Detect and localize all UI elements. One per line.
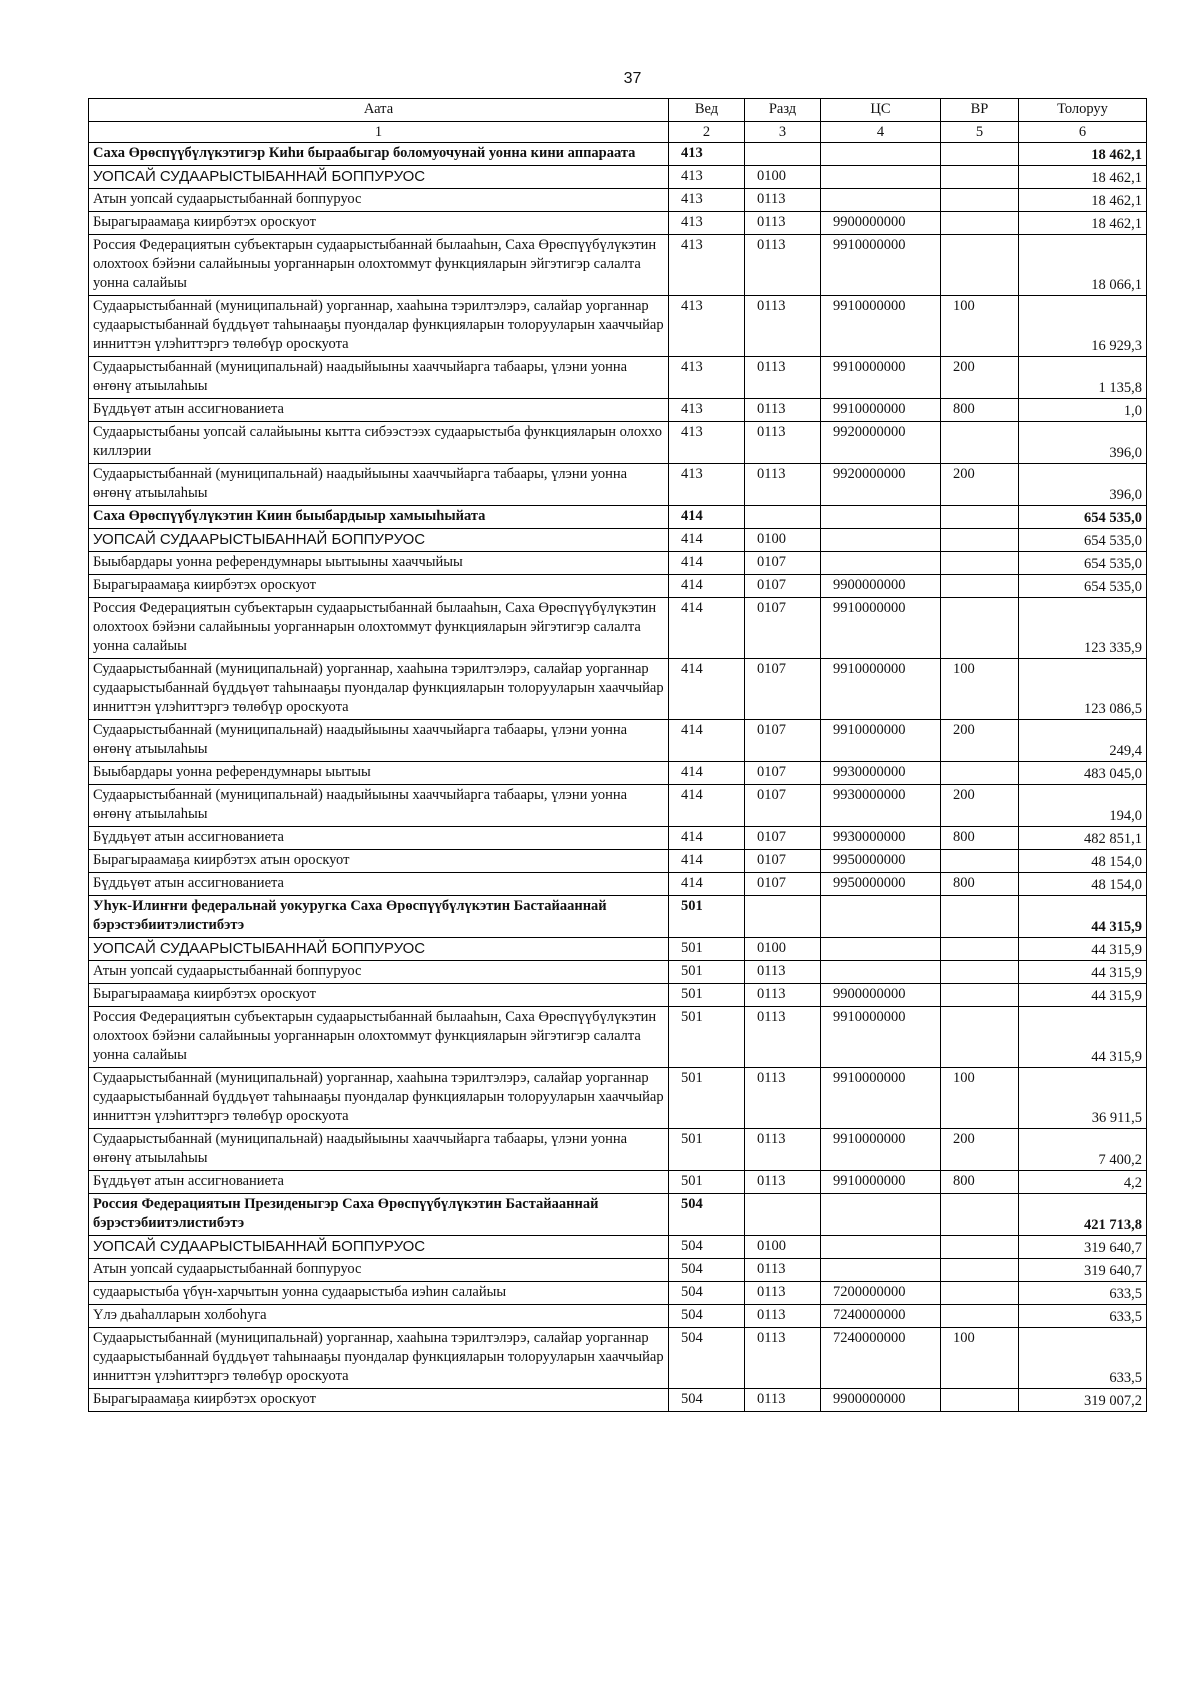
row-cs: 9920000000 [821,422,941,464]
row-vr [941,1389,1019,1412]
row-ved: 414 [669,659,745,720]
row-cs: 7240000000 [821,1328,941,1389]
row-razd: 0113 [745,1328,821,1389]
row-ved: 504 [669,1259,745,1282]
row-amount: 48 154,0 [1019,873,1147,896]
header-ved: Вед [669,99,745,122]
row-ved: 501 [669,1007,745,1068]
row-ved: 414 [669,850,745,873]
row-amount: 48 154,0 [1019,850,1147,873]
row-amount: 1,0 [1019,399,1147,422]
row-razd: 0113 [745,357,821,399]
row-vr [941,422,1019,464]
row-vr: 800 [941,873,1019,896]
row-amount: 123 335,9 [1019,598,1147,659]
row-name: Судаарыстыбаннай (муниципальнай) наадыйыыны хааччыйарга табаары, үлэни уонна өҥөнү атыылаһыы [89,357,669,399]
table-row [89,1282,1147,1305]
row-name: Судаарыстыбаннай (муниципальнай) уорганнар, хааһына тэрилтэлэрэ, салайар уорганнар судаарыстыбаннай бүддьүөт таһынааҕы пуондалар функцияларын толорууларын хааччыйар инниттэн үлэһиттэргэ төлөбүр ороскуота [89,659,669,720]
row-name: Судаарыстыбаннай (муниципальнай) наадыйыыны хааччыйарга табаары, үлэни уонна өҥөнү атыылаһыы [89,464,669,506]
row-cs [821,961,941,984]
row-amount: 44 315,9 [1019,984,1147,1007]
row-ved: 504 [669,1236,745,1259]
row-cs: 9930000000 [821,827,941,850]
row-ved: 504 [669,1389,745,1412]
header-toloruu: Толоруу [1019,99,1147,122]
table-row [89,575,1147,598]
row-vr: 200 [941,785,1019,827]
row-amount: 18 462,1 [1019,212,1147,235]
row-razd: 0100 [745,166,821,189]
row-name: Судаарыстыбаны уопсай салайыыны кытта сибээстээх судаарыстыба функцияларын олоххо киллэрии [89,422,669,464]
row-name: Россия Федерациятын субъектарын судаарыстыбаннай былааһын, Саха Өрөспүүбүлүкэтин олохтоох бэйэни салайыныы уорганнарын олохтоммут функцияларын эйгэтигэр салалта уонна салайыы [89,1007,669,1068]
row-ved: 413 [669,422,745,464]
row-cs: 9930000000 [821,762,941,785]
row-cs: 9910000000 [821,659,941,720]
table-row [89,598,1147,659]
row-vr: 800 [941,399,1019,422]
row-vr [941,506,1019,529]
row-vr [941,143,1019,166]
row-razd: 0113 [745,1282,821,1305]
row-vr [941,1007,1019,1068]
table-row [89,984,1147,1007]
row-name: УОПСАЙ СУДААРЫСТЫБАННАЙ БОППУРУОС [89,166,669,189]
table-row [89,1389,1147,1412]
row-vr: 100 [941,296,1019,357]
row-name: Судаарыстыбаннай (муниципальнай) уорганнар, хааһына тэрилтэлэрэ, салайар уорганнар судаарыстыбаннай бүддьүөт таһынааҕы пуондалар функцияларын толорууларын хааччыйар инниттэн үлэһиттэргэ төлөбүр ороскуота [89,1068,669,1129]
row-razd: 0113 [745,189,821,212]
row-vr [941,552,1019,575]
row-ved: 413 [669,166,745,189]
row-ved: 413 [669,399,745,422]
row-amount: 194,0 [1019,785,1147,827]
row-name: УОПСАЙ СУДААРЫСТЫБАННАЙ БОППУРУОС [89,1236,669,1259]
row-cs: 9910000000 [821,1007,941,1068]
row-ved: 504 [669,1328,745,1389]
table-row [89,529,1147,552]
row-razd: 0113 [745,464,821,506]
table-row [89,938,1147,961]
table-row [89,659,1147,720]
row-vr [941,575,1019,598]
table-row [89,873,1147,896]
row-amount: 396,0 [1019,464,1147,506]
row-ved: 501 [669,1171,745,1194]
row-razd: 0107 [745,720,821,762]
row-vr: 800 [941,1171,1019,1194]
row-razd [745,506,821,529]
table-header [89,99,1147,143]
row-vr [941,1194,1019,1236]
row-vr: 100 [941,1328,1019,1389]
row-amount: 396,0 [1019,422,1147,464]
header-row [89,99,1147,122]
row-name: Россия Федерациятын субъектарын судаарыстыбаннай былааһын, Саха Өрөспүүбүлүкэтин олохтоох бэйэни салайыныы уорганнарын олохтоммут функцияларын эйгэтигэр салалта уонна салайыы [89,598,669,659]
row-amount: 18 462,1 [1019,166,1147,189]
row-name: Бүддьүөт атын ассигнованиета [89,399,669,422]
table-row [89,212,1147,235]
row-cs: 7200000000 [821,1282,941,1305]
page-number: 37 [623,70,642,87]
row-amount: 319 640,7 [1019,1259,1147,1282]
row-name: Атын уопсай судаарыстыбаннай боппуруос [89,189,669,212]
row-vr: 800 [941,827,1019,850]
row-razd: 0113 [745,961,821,984]
row-vr: 200 [941,357,1019,399]
row-cs: 9920000000 [821,464,941,506]
row-ved: 413 [669,189,745,212]
table-row [89,1328,1147,1389]
row-razd: 0113 [745,1259,821,1282]
column-number: 2 [669,122,745,143]
table-row [89,1129,1147,1171]
row-ved: 414 [669,506,745,529]
row-name: Атын уопсай судаарыстыбаннай боппуруос [89,1259,669,1282]
row-cs [821,166,941,189]
row-razd [745,1194,821,1236]
row-cs: 9910000000 [821,1129,941,1171]
row-razd: 0113 [745,1007,821,1068]
row-vr [941,961,1019,984]
row-cs [821,189,941,212]
row-amount: 44 315,9 [1019,896,1147,938]
row-razd: 0113 [745,1389,821,1412]
budget-table [88,98,1147,1412]
table-row [89,399,1147,422]
row-amount: 4,2 [1019,1171,1147,1194]
row-razd: 0107 [745,762,821,785]
table-row [89,1236,1147,1259]
row-razd: 0107 [745,659,821,720]
row-ved: 413 [669,212,745,235]
table-row [89,464,1147,506]
row-ved: 413 [669,143,745,166]
table-row [89,1171,1147,1194]
row-amount: 654 535,0 [1019,529,1147,552]
row-amount: 633,5 [1019,1328,1147,1389]
row-razd: 0107 [745,552,821,575]
header-vr: ВР [941,99,1019,122]
row-amount: 1 135,8 [1019,357,1147,399]
row-ved: 414 [669,762,745,785]
row-ved: 414 [669,529,745,552]
column-number: 3 [745,122,821,143]
row-cs: 9900000000 [821,212,941,235]
row-amount: 36 911,5 [1019,1068,1147,1129]
row-cs [821,938,941,961]
row-amount: 654 535,0 [1019,552,1147,575]
table-row [89,1194,1147,1236]
row-amount: 16 929,3 [1019,296,1147,357]
table-row [89,189,1147,212]
row-vr [941,529,1019,552]
row-ved: 504 [669,1282,745,1305]
row-razd [745,896,821,938]
row-amount: 18 462,1 [1019,189,1147,212]
row-amount: 44 315,9 [1019,1007,1147,1068]
table-row [89,1259,1147,1282]
row-name: Бырагыраамаҕа киирбэтэх ороскуот [89,212,669,235]
row-cs: 9910000000 [821,235,941,296]
row-name: Саха Өрөспүүбүлүкэтин Киин быыбардыыр хамыыһыйата [89,506,669,529]
header-cs: ЦС [821,99,941,122]
row-cs: 9930000000 [821,785,941,827]
header-aata: Аата [89,99,669,122]
row-amount: 18 066,1 [1019,235,1147,296]
column-number: 6 [1019,122,1147,143]
row-cs: 9910000000 [821,1171,941,1194]
row-amount: 483 045,0 [1019,762,1147,785]
row-cs [821,506,941,529]
row-cs: 9910000000 [821,720,941,762]
row-vr: 200 [941,1129,1019,1171]
row-razd: 0113 [745,422,821,464]
row-ved: 501 [669,896,745,938]
row-razd: 0113 [745,296,821,357]
table-row [89,357,1147,399]
row-name: судаарыстыба үбүн-харчытын уонна судаарыстыба иэһин салайыы [89,1282,669,1305]
row-vr [941,938,1019,961]
row-cs: 9910000000 [821,1068,941,1129]
row-name: Быыбардары уонна референдумнары ыытыыны хааччыйыы [89,552,669,575]
row-ved: 414 [669,552,745,575]
row-ved: 414 [669,598,745,659]
row-ved: 413 [669,357,745,399]
row-vr [941,850,1019,873]
row-amount: 7 400,2 [1019,1129,1147,1171]
table-row [89,166,1147,189]
table-row [89,552,1147,575]
row-ved: 414 [669,575,745,598]
row-name: Судаарыстыбаннай (муниципальнай) уорганнар, хааһына тэрилтэлэрэ, салайар уорганнар судаарыстыбаннай бүддьүөт таһынааҕы пуондалар функцияларын толорууларын хааччыйар инниттэн үлэһиттэргэ төлөбүр ороскуота [89,296,669,357]
row-name: Судаарыстыбаннай (муниципальнай) наадыйыыны хааччыйарга табаары, үлэни уонна өҥөнү атыылаһыы [89,1129,669,1171]
row-cs: 9950000000 [821,873,941,896]
row-ved: 501 [669,1068,745,1129]
row-name: Бырагыраамаҕа киирбэтэх атын ороскуот [89,850,669,873]
row-name: Үлэ дьаһалларын холбоһуга [89,1305,669,1328]
row-razd: 0107 [745,850,821,873]
table-row [89,762,1147,785]
table-row [89,506,1147,529]
row-name: Бүддьүөт атын ассигнованиета [89,827,669,850]
row-cs [821,1236,941,1259]
row-amount: 654 535,0 [1019,575,1147,598]
row-cs: 9910000000 [821,399,941,422]
row-vr: 100 [941,1068,1019,1129]
row-vr [941,1236,1019,1259]
table-row [89,827,1147,850]
row-ved: 414 [669,720,745,762]
row-ved: 504 [669,1305,745,1328]
row-name: Бырагыраамаҕа киирбэтэх ороскуот [89,984,669,1007]
row-cs: 9900000000 [821,575,941,598]
row-name: Судаарыстыбаннай (муниципальнай) наадыйыыны хааччыйарга табаары, үлэни уонна өҥөнү атыылаһыы [89,720,669,762]
row-name: Бүддьүөт атын ассигнованиета [89,1171,669,1194]
row-amount: 654 535,0 [1019,506,1147,529]
row-ved: 501 [669,938,745,961]
row-amount: 633,5 [1019,1282,1147,1305]
row-amount: 44 315,9 [1019,961,1147,984]
row-cs [821,143,941,166]
row-razd: 0113 [745,1171,821,1194]
table-row [89,296,1147,357]
row-cs: 7240000000 [821,1305,941,1328]
row-name: УОПСАЙ СУДААРЫСТЫБАННАЙ БОППУРУОС [89,529,669,552]
table-row [89,235,1147,296]
row-ved: 413 [669,235,745,296]
row-name: Бүддьүөт атын ассигнованиета [89,873,669,896]
row-cs: 9910000000 [821,598,941,659]
row-amount: 421 713,8 [1019,1194,1147,1236]
row-cs: 9900000000 [821,1389,941,1412]
row-vr: 200 [941,464,1019,506]
row-cs [821,896,941,938]
column-number-row [89,122,1147,143]
row-name: Бырагыраамаҕа киирбэтэх ороскуот [89,575,669,598]
row-amount: 482 851,1 [1019,827,1147,850]
row-razd: 0113 [745,984,821,1007]
row-vr [941,598,1019,659]
row-ved: 414 [669,827,745,850]
row-razd: 0107 [745,827,821,850]
row-vr: 200 [941,720,1019,762]
row-cs [821,529,941,552]
table-row [89,1305,1147,1328]
row-vr [941,896,1019,938]
row-cs [821,552,941,575]
row-razd: 0113 [745,212,821,235]
row-amount: 123 086,5 [1019,659,1147,720]
row-razd: 0100 [745,1236,821,1259]
row-name: Россия Федерациятын Президеныгэр Саха Өрөспүүбүлүкэтин Бастайааннай бэрэстэбиитэлистибэтэ [89,1194,669,1236]
table-row [89,422,1147,464]
row-cs [821,1194,941,1236]
row-name: УОПСАЙ СУДААРЫСТЫБАННАЙ БОППУРУОС [89,938,669,961]
table-row [89,720,1147,762]
row-ved: 504 [669,1194,745,1236]
table-row [89,1007,1147,1068]
row-name: Бырагыраамаҕа киирбэтэх ороскуот [89,1389,669,1412]
row-vr: 100 [941,659,1019,720]
row-amount: 319 007,2 [1019,1389,1147,1412]
row-ved: 414 [669,873,745,896]
row-name: Россия Федерациятын субъектарын судаарыстыбаннай былааһын, Саха Өрөспүүбүлүкэтин олохтоох бэйэни салайыныы уорганнарын олохтоммут функцияларын эйгэтигэр салалта уонна салайыы [89,235,669,296]
row-ved: 414 [669,785,745,827]
row-ved: 413 [669,464,745,506]
row-razd: 0107 [745,575,821,598]
row-name: Уһук-Илиҥҥи федеральнай уокуругка Саха Өрөспүүбүлүкэтин Бастайааннай бэрэстэбиитэлистибэтэ [89,896,669,938]
row-vr [941,1305,1019,1328]
row-vr [941,984,1019,1007]
row-amount: 319 640,7 [1019,1236,1147,1259]
row-vr [941,212,1019,235]
row-name: Судаарыстыбаннай (муниципальнай) наадыйыыны хааччыйарга табаары, үлэни уонна өҥөнү атыылаһыы [89,785,669,827]
row-cs: 9950000000 [821,850,941,873]
row-ved: 501 [669,961,745,984]
row-amount: 249,4 [1019,720,1147,762]
row-cs: 9900000000 [821,984,941,1007]
row-name: Быыбардары уонна референдумнары ыытыы [89,762,669,785]
row-name: Атын уопсай судаарыстыбаннай боппуруос [89,961,669,984]
row-amount: 18 462,1 [1019,143,1147,166]
row-razd: 0107 [745,785,821,827]
column-number: 1 [89,122,669,143]
row-vr [941,166,1019,189]
row-amount: 633,5 [1019,1305,1147,1328]
row-ved: 501 [669,1129,745,1171]
table-row [89,850,1147,873]
row-razd: 0113 [745,399,821,422]
row-name: Судаарыстыбаннай (муниципальнай) уорганнар, хааһына тэрилтэлэрэ, салайар уорганнар судаарыстыбаннай бүддьүөт таһынааҕы пуондалар функцияларын толорууларын хааччыйар инниттэн үлэһиттэргэ төлөбүр ороскуота [89,1328,669,1389]
row-vr [941,1282,1019,1305]
row-vr [941,235,1019,296]
table-row [89,896,1147,938]
row-razd: 0113 [745,1305,821,1328]
row-razd: 0113 [745,1068,821,1129]
column-number: 5 [941,122,1019,143]
row-vr [941,189,1019,212]
table-row [89,785,1147,827]
row-razd [745,143,821,166]
row-ved: 501 [669,984,745,1007]
row-cs: 9910000000 [821,357,941,399]
row-razd: 0107 [745,873,821,896]
row-razd: 0113 [745,235,821,296]
row-cs: 9910000000 [821,296,941,357]
table-row [89,143,1147,166]
row-vr [941,1259,1019,1282]
row-razd: 0107 [745,598,821,659]
table-body [89,143,1147,1412]
row-vr [941,762,1019,785]
row-name: Саха Өрөспүүбүлүкэтигэр Киһи быраабыгар боломуочунай уонна кини аппараата [89,143,669,166]
row-razd: 0100 [745,938,821,961]
row-razd: 0113 [745,1129,821,1171]
row-razd: 0100 [745,529,821,552]
table-row [89,1068,1147,1129]
table-row [89,961,1147,984]
row-amount: 44 315,9 [1019,938,1147,961]
row-ved: 413 [669,296,745,357]
column-number: 4 [821,122,941,143]
row-cs [821,1259,941,1282]
header-razd: Разд [745,99,821,122]
